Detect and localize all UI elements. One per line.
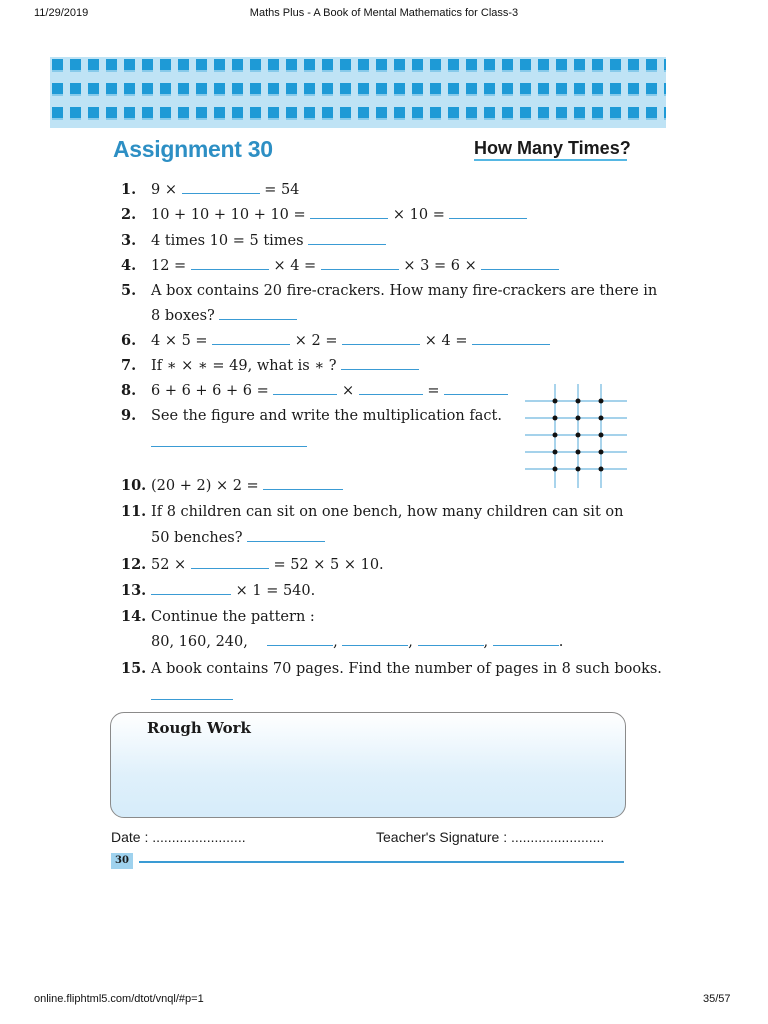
question-1: 1. 9 × = 54 <box>121 181 300 198</box>
question-7: 7. If ∗ × ∗ = 49, what is ∗ ? <box>121 357 419 375</box>
answer-blank[interactable] <box>267 633 333 646</box>
date-field: Date : ........................ <box>111 829 246 845</box>
answer-blank[interactable] <box>310 206 388 219</box>
question-13: 13. × 1 = 540. <box>121 582 316 599</box>
answer-blank[interactable] <box>151 434 307 447</box>
question-15: 15. A book contains 70 pages. Find the number of pages in 8 such books. <box>121 660 662 677</box>
answer-blank[interactable] <box>321 257 399 270</box>
question-10: 10. (20 + 2) × 2 = <box>121 477 343 495</box>
answer-blank[interactable] <box>359 382 423 395</box>
answer-blank[interactable] <box>219 307 297 320</box>
answer-blank[interactable] <box>263 477 343 490</box>
question-14: 14. Continue the pattern : <box>121 608 315 625</box>
answer-blank[interactable] <box>418 633 484 646</box>
signature-field: Teacher's Signature : ........................ <box>376 829 605 845</box>
answer-blank[interactable] <box>493 633 559 646</box>
question-15-answer <box>151 687 233 705</box>
answer-blank[interactable] <box>308 232 386 245</box>
answer-blank[interactable] <box>151 582 231 595</box>
rough-work-label: Rough Work <box>147 719 251 737</box>
print-date: 11/29/2019 <box>34 7 89 19</box>
answer-blank[interactable] <box>151 687 233 700</box>
answer-blank[interactable] <box>341 357 419 370</box>
print-url: online.fliphtml5.com/dtot/vnql/#p=1 <box>34 993 204 1005</box>
question-12: 12. 52 × = 52 × 5 × 10. <box>121 556 384 573</box>
print-title: Maths Plus - A Book of Mental Mathematics for Class-3 <box>249 7 519 19</box>
question-11-cont: 50 benches? <box>151 529 325 547</box>
question-5-cont: 8 boxes? <box>151 307 297 325</box>
question-8: 8. 6 + 6 + 6 + 6 = × = <box>121 382 508 400</box>
topic-underline <box>474 159 627 161</box>
answer-blank[interactable] <box>472 332 550 345</box>
question-14-pattern: 80, 160, 240, , , , . <box>151 634 564 650</box>
page-number: 30 <box>111 853 133 869</box>
answer-blank[interactable] <box>444 382 508 395</box>
answer-blank[interactable] <box>342 633 408 646</box>
question-11: 11. If 8 children can sit on one bench, how many children can sit on <box>121 503 624 520</box>
answer-blank[interactable] <box>212 332 290 345</box>
topic-title: How Many Times? <box>474 138 631 158</box>
question-4: 4. 12 = × 4 = × 3 = 6 × <box>121 257 559 275</box>
answer-blank[interactable] <box>182 181 260 194</box>
question-3: 3. 4 times 10 = 5 times <box>121 232 386 250</box>
answer-blank[interactable] <box>481 257 559 270</box>
answer-blank[interactable] <box>449 206 527 219</box>
assignment-title: Assignment 30 <box>113 136 273 162</box>
answer-blank[interactable] <box>342 332 420 345</box>
footer-divider <box>139 861 624 863</box>
question-5: 5. A box contains 20 fire-crackers. How many fire-crackers are there in <box>121 282 658 299</box>
question-6: 6. 4 × 5 = × 2 = × 4 = <box>121 332 550 350</box>
question-2: 2. 10 + 10 + 10 + 10 = × 10 = <box>121 206 527 224</box>
question-9-answer <box>151 434 307 452</box>
answer-blank[interactable] <box>191 556 269 569</box>
print-page: 35/57 <box>703 993 731 1005</box>
checkered-banner <box>50 57 666 128</box>
dot-grid-figure <box>525 384 627 488</box>
answer-blank[interactable] <box>191 257 269 270</box>
answer-blank[interactable] <box>247 529 325 542</box>
answer-blank[interactable] <box>273 382 337 395</box>
question-9: 9. See the figure and write the multiplication fact. <box>121 407 502 424</box>
